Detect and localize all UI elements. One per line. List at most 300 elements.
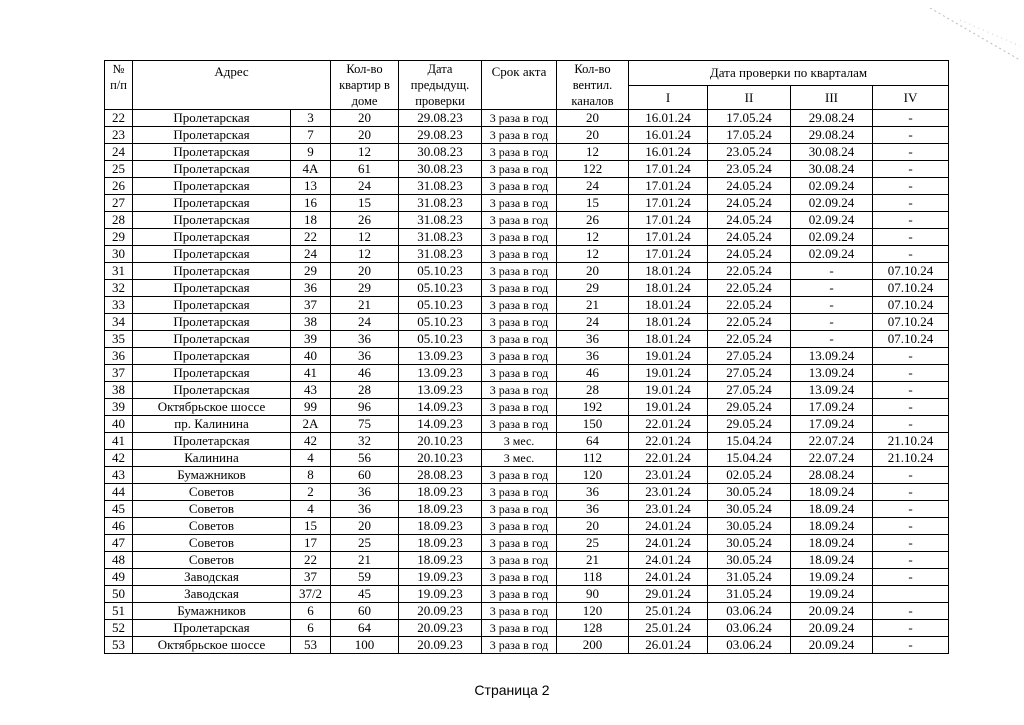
cell-q4: - [873,569,949,586]
cell-q3: 20.09.24 [791,603,873,620]
cell-term: 3 раза в год [482,399,557,416]
cell-q2: 30.05.24 [708,501,791,518]
table-row [105,484,949,501]
cell-q2: 27.05.24 [708,382,791,399]
cell-q4: 07.10.24 [873,263,949,280]
cell-term: 3 раза в год [482,603,557,620]
cell-term: 3 раза в год [482,484,557,501]
cell-q4: - [873,110,949,127]
cell-channels: 20 [557,127,629,144]
cell-house: 8 [291,467,331,484]
cell-apartments: 100 [331,637,399,654]
cell-q4: - [873,348,949,365]
table-row [105,586,949,603]
cell-street: Пролетарская [133,620,291,637]
cell-channels: 21 [557,552,629,569]
cell-q2: 22.05.24 [708,331,791,348]
cell-q3: 18.09.24 [791,518,873,535]
cell-q3: 30.08.24 [791,161,873,178]
cell-q3: 17.09.24 [791,416,873,433]
cell-channels: 29 [557,280,629,297]
cell-channels: 36 [557,484,629,501]
cell-q2: 17.05.24 [708,127,791,144]
cell-q3: - [791,297,873,314]
cell-q4: - [873,144,949,161]
cell-apartments: 29 [331,280,399,297]
table-row [105,433,949,450]
cell-q2: 24.05.24 [708,212,791,229]
header-q1: I [629,86,708,110]
cell-street: Пролетарская [133,297,291,314]
cell-q3: 17.09.24 [791,399,873,416]
cell-num: 35 [105,331,133,348]
cell-house: 4 [291,501,331,518]
cell-apartments: 96 [331,399,399,416]
cell-term: 3 раза в год [482,569,557,586]
cell-q2: 24.05.24 [708,178,791,195]
cell-q2: 30.05.24 [708,518,791,535]
cell-house: 40 [291,348,331,365]
cell-q1: 17.01.24 [629,212,708,229]
cell-house: 6 [291,603,331,620]
cell-apartments: 46 [331,365,399,382]
cell-house: 99 [291,399,331,416]
cell-term: 3 раза в год [482,416,557,433]
cell-channels: 20 [557,518,629,535]
cell-street: Октябрьское шоссе [133,637,291,654]
cell-channels: 21 [557,297,629,314]
table-row [105,552,949,569]
cell-prev-date: 31.08.23 [399,246,482,263]
table-row [105,212,949,229]
cell-q4: - [873,637,949,654]
cell-term: 3 раза в год [482,501,557,518]
cell-num: 33 [105,297,133,314]
cell-q1: 19.01.24 [629,348,708,365]
cell-channels: 46 [557,365,629,382]
cell-house: 13 [291,178,331,195]
cell-street: Пролетарская [133,348,291,365]
cell-q2: 27.05.24 [708,365,791,382]
cell-street: Пролетарская [133,246,291,263]
cell-street: Пролетарская [133,229,291,246]
cell-apartments: 60 [331,603,399,620]
cell-q1: 23.01.24 [629,501,708,518]
cell-term: 3 раза в год [482,365,557,382]
cell-house: 42 [291,433,331,450]
cell-apartments: 12 [331,246,399,263]
cell-term: 3 раза в год [482,212,557,229]
cell-apartments: 12 [331,229,399,246]
cell-apartments: 24 [331,314,399,331]
cell-prev-date: 30.08.23 [399,161,482,178]
cell-q4: - [873,484,949,501]
cell-num: 38 [105,382,133,399]
cell-apartments: 26 [331,212,399,229]
cell-q2: 31.05.24 [708,586,791,603]
header-q4: IV [873,86,949,110]
cell-q3: 22.07.24 [791,450,873,467]
cell-q1: 18.01.24 [629,297,708,314]
cell-apartments: 21 [331,552,399,569]
cell-prev-date: 05.10.23 [399,263,482,280]
cell-apartments: 28 [331,382,399,399]
cell-q4: - [873,178,949,195]
cell-channels: 112 [557,450,629,467]
cell-channels: 118 [557,569,629,586]
cell-q1: 18.01.24 [629,331,708,348]
cell-num: 53 [105,637,133,654]
cell-prev-date: 14.09.23 [399,416,482,433]
cell-q2: 27.05.24 [708,348,791,365]
cell-q3: 02.09.24 [791,229,873,246]
cell-street: Бумажников [133,467,291,484]
cell-apartments: 75 [331,416,399,433]
header-quarters-group: Дата проверки по кварталам [629,61,949,86]
cell-apartments: 36 [331,331,399,348]
header-prev-date: Дата предыдущ. проверки [399,61,482,110]
cell-q3: 19.09.24 [791,569,873,586]
cell-q1: 19.01.24 [629,382,708,399]
table-row [105,263,949,280]
cell-channels: 120 [557,603,629,620]
cell-q1: 24.01.24 [629,518,708,535]
table-row [105,535,949,552]
cell-q1: 19.01.24 [629,399,708,416]
cell-prev-date: 20.10.23 [399,433,482,450]
cell-q1: 26.01.24 [629,637,708,654]
cell-house: 37/2 [291,586,331,603]
cell-apartments: 61 [331,161,399,178]
cell-house: 15 [291,518,331,535]
table-row [105,161,949,178]
cell-prev-date: 14.09.23 [399,399,482,416]
cell-house: 4А [291,161,331,178]
cell-q4: - [873,195,949,212]
table-body [105,110,949,654]
header-q3: III [791,86,873,110]
cell-prev-date: 13.09.23 [399,382,482,399]
cell-term: 3 раза в год [482,535,557,552]
table-row [105,246,949,263]
cell-apartments: 36 [331,348,399,365]
cell-num: 22 [105,110,133,127]
cell-q1: 18.01.24 [629,280,708,297]
cell-q3: 20.09.24 [791,620,873,637]
cell-num: 34 [105,314,133,331]
cell-term: 3 раза в год [482,637,557,654]
cell-q2: 03.06.24 [708,620,791,637]
cell-q4: 21.10.24 [873,433,949,450]
cell-channels: 36 [557,348,629,365]
cell-prev-date: 13.09.23 [399,348,482,365]
cell-prev-date: 29.08.23 [399,127,482,144]
cell-apartments: 64 [331,620,399,637]
cell-num: 25 [105,161,133,178]
cell-q1: 19.01.24 [629,365,708,382]
cell-apartments: 20 [331,127,399,144]
cell-apartments: 59 [331,569,399,586]
cell-q2: 24.05.24 [708,229,791,246]
cell-street: Советов [133,501,291,518]
cell-house: 4 [291,450,331,467]
cell-q1: 18.01.24 [629,263,708,280]
cell-term: 3 мес. [482,450,557,467]
cell-q4: - [873,552,949,569]
cell-prev-date: 19.09.23 [399,569,482,586]
cell-house: 2А [291,416,331,433]
cell-q3: 18.09.24 [791,552,873,569]
cell-house: 17 [291,535,331,552]
cell-q2: 03.06.24 [708,603,791,620]
cell-prev-date: 18.09.23 [399,518,482,535]
cell-channels: 200 [557,637,629,654]
cell-street: Пролетарская [133,144,291,161]
cell-num: 29 [105,229,133,246]
cell-q4: - [873,382,949,399]
table-row [105,110,949,127]
cell-q4: - [873,467,949,484]
table-row [105,331,949,348]
cell-num: 52 [105,620,133,637]
cell-q3: - [791,331,873,348]
cell-q4: - [873,416,949,433]
cell-q1: 17.01.24 [629,178,708,195]
cell-house: 39 [291,331,331,348]
cell-q3: 29.08.24 [791,110,873,127]
cell-q1: 16.01.24 [629,144,708,161]
cell-num: 42 [105,450,133,467]
cell-house: 6 [291,620,331,637]
cell-q1: 22.01.24 [629,450,708,467]
cell-q2: 30.05.24 [708,535,791,552]
cell-num: 44 [105,484,133,501]
cell-q1: 24.01.24 [629,535,708,552]
cell-term: 3 раза в год [482,110,557,127]
cell-term: 3 раза в год [482,314,557,331]
cell-channels: 12 [557,144,629,161]
cell-term: 3 раза в год [482,620,557,637]
cell-house: 24 [291,246,331,263]
cell-channels: 24 [557,314,629,331]
cell-street: Пролетарская [133,280,291,297]
cell-channels: 36 [557,331,629,348]
cell-q3: 02.09.24 [791,212,873,229]
table-row [105,416,949,433]
header-num: № п/п [105,61,133,110]
cell-channels: 25 [557,535,629,552]
cell-q2: 22.05.24 [708,314,791,331]
cell-q4: - [873,365,949,382]
cell-num: 27 [105,195,133,212]
cell-channels: 122 [557,161,629,178]
cell-apartments: 56 [331,450,399,467]
cell-q1: 22.01.24 [629,433,708,450]
cell-prev-date: 31.08.23 [399,178,482,195]
cell-prev-date: 13.09.23 [399,365,482,382]
cell-channels: 15 [557,195,629,212]
cell-num: 46 [105,518,133,535]
cell-q4: - [873,620,949,637]
cell-house: 37 [291,569,331,586]
cell-q3: 13.09.24 [791,365,873,382]
cell-q2: 31.05.24 [708,569,791,586]
cell-street: Пролетарская [133,178,291,195]
cell-channels: 24 [557,178,629,195]
cell-prev-date: 20.09.23 [399,603,482,620]
cell-apartments: 20 [331,110,399,127]
cell-prev-date: 18.09.23 [399,484,482,501]
cell-q1: 17.01.24 [629,161,708,178]
cell-q1: 17.01.24 [629,195,708,212]
cell-q3: 18.09.24 [791,535,873,552]
cell-apartments: 32 [331,433,399,450]
cell-term: 3 раза в год [482,518,557,535]
cell-q4: - [873,212,949,229]
cell-term: 3 мес. [482,433,557,450]
cell-q1: 24.01.24 [629,569,708,586]
cell-house: 16 [291,195,331,212]
cell-prev-date: 20.09.23 [399,620,482,637]
cell-channels: 36 [557,501,629,518]
cell-q3: 19.09.24 [791,586,873,603]
cell-q2: 15.04.24 [708,433,791,450]
cell-street: Пролетарская [133,263,291,280]
cell-street: Пролетарская [133,212,291,229]
cell-q4 [873,586,949,603]
cell-q2: 17.05.24 [708,110,791,127]
cell-q4: - [873,229,949,246]
header-q2: II [708,86,791,110]
cell-house: 53 [291,637,331,654]
cell-prev-date: 05.10.23 [399,297,482,314]
cell-q3: - [791,314,873,331]
cell-street: Пролетарская [133,110,291,127]
cell-q4: - [873,501,949,518]
table-row [105,399,949,416]
cell-prev-date: 05.10.23 [399,331,482,348]
cell-prev-date: 18.09.23 [399,501,482,518]
cell-num: 41 [105,433,133,450]
cell-prev-date: 31.08.23 [399,229,482,246]
cell-term: 3 раза в год [482,161,557,178]
cell-term: 3 раза в год [482,297,557,314]
cell-term: 3 раза в год [482,586,557,603]
cell-apartments: 36 [331,501,399,518]
table-row [105,603,949,620]
cell-q4: - [873,161,949,178]
header-apartments: Кол-во квартир в доме [331,61,399,110]
cell-q4: 07.10.24 [873,280,949,297]
cell-q3: - [791,280,873,297]
cell-num: 30 [105,246,133,263]
cell-q1: 22.01.24 [629,416,708,433]
cell-num: 47 [105,535,133,552]
cell-house: 9 [291,144,331,161]
cell-channels: 128 [557,620,629,637]
cell-q3: 18.09.24 [791,484,873,501]
cell-term: 3 раза в год [482,382,557,399]
cell-q4: - [873,399,949,416]
cell-street: Советов [133,552,291,569]
cell-street: Пролетарская [133,331,291,348]
cell-house: 3 [291,110,331,127]
cell-q2: 29.05.24 [708,399,791,416]
cell-house: 38 [291,314,331,331]
cell-street: Калинина [133,450,291,467]
cell-prev-date: 05.10.23 [399,314,482,331]
cell-q2: 24.05.24 [708,195,791,212]
cell-house: 41 [291,365,331,382]
cell-prev-date: 29.08.23 [399,110,482,127]
cell-q1: 24.01.24 [629,552,708,569]
cell-num: 48 [105,552,133,569]
cell-street: Пролетарская [133,127,291,144]
cell-prev-date: 19.09.23 [399,586,482,603]
cell-channels: 150 [557,416,629,433]
cell-prev-date: 20.10.23 [399,450,482,467]
cell-street: Пролетарская [133,314,291,331]
cell-q1: 16.01.24 [629,127,708,144]
cell-q1: 17.01.24 [629,229,708,246]
cell-num: 31 [105,263,133,280]
cell-channels: 192 [557,399,629,416]
cell-num: 23 [105,127,133,144]
cell-term: 3 раза в год [482,229,557,246]
cell-street: Советов [133,535,291,552]
table-row [105,467,949,484]
table-row [105,127,949,144]
cell-q1: 16.01.24 [629,110,708,127]
table-row [105,280,949,297]
cell-q2: 23.05.24 [708,144,791,161]
cell-street: Пролетарская [133,161,291,178]
cell-q1: 23.01.24 [629,467,708,484]
cell-apartments: 20 [331,263,399,280]
cell-q3: 02.09.24 [791,246,873,263]
cell-street: Заводская [133,586,291,603]
cell-term: 3 раза в год [482,331,557,348]
cell-q2: 30.05.24 [708,484,791,501]
cell-street: Пролетарская [133,195,291,212]
cell-apartments: 15 [331,195,399,212]
cell-q2: 30.05.24 [708,552,791,569]
table-row [105,178,949,195]
cell-num: 37 [105,365,133,382]
cell-term: 3 раза в год [482,467,557,484]
cell-prev-date: 31.08.23 [399,195,482,212]
table-row [105,637,949,654]
cell-apartments: 36 [331,484,399,501]
cell-apartments: 25 [331,535,399,552]
cell-prev-date: 18.09.23 [399,535,482,552]
cell-house: 22 [291,552,331,569]
cell-num: 26 [105,178,133,195]
cell-q3: 18.09.24 [791,501,873,518]
cell-term: 3 раза в год [482,348,557,365]
cell-num: 50 [105,586,133,603]
cell-channels: 20 [557,110,629,127]
cell-q2: 22.05.24 [708,280,791,297]
cell-street: пр. Калинина [133,416,291,433]
cell-q1: 25.01.24 [629,603,708,620]
cell-q4: - [873,535,949,552]
cell-house: 22 [291,229,331,246]
cell-house: 18 [291,212,331,229]
cell-q1: 25.01.24 [629,620,708,637]
cell-q4: 07.10.24 [873,297,949,314]
table-row [105,365,949,382]
